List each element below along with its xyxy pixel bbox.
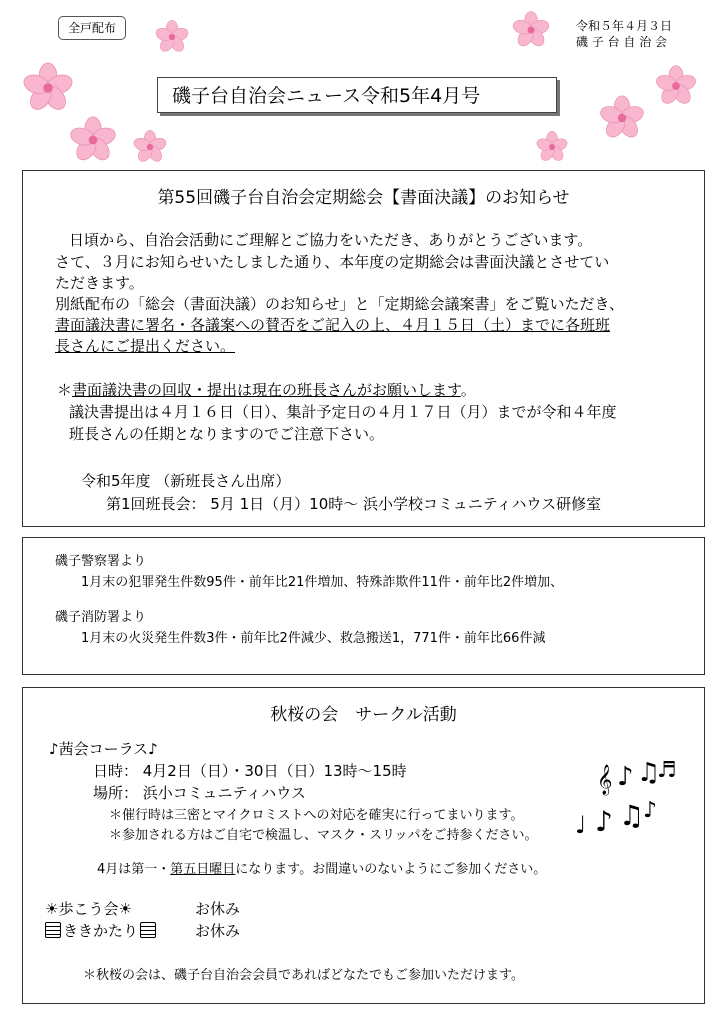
- storytelling-circle-name: ききかたり: [45, 920, 156, 941]
- general-meeting-heading: 第55回磯子台自治会定期総会【書面決議】のお知らせ: [157, 188, 570, 208]
- collection-note-underlined: 書面議決書の回収・提出は現在の班長さんがお願いします: [72, 381, 461, 399]
- membership-note: ＊秋桜の会は、磯子台自治会会員であればどなたでもご参加いただけます。: [83, 968, 524, 983]
- book-icon: [45, 922, 61, 938]
- issue-date: 令和５年４月３日: [575, 19, 672, 33]
- eighth-note-icon: ♪: [617, 762, 634, 792]
- sakura-icon: [654, 66, 697, 107]
- walking-circle-status: お休み: [195, 900, 241, 918]
- beamed-notes-icon: ♬: [657, 758, 677, 783]
- chorus-note: ＊参加される方はご自宅で検温し、マスク・スリッパをご持参ください。: [109, 828, 538, 843]
- fire-report: 1月末の火災発生件数3件・前年比2件減少、救急搬送1，771件・前年比66件減: [81, 631, 546, 646]
- circle-activities-section: [22, 687, 705, 1004]
- chorus-place: 場所： 浜小コミュニティハウス: [93, 784, 306, 802]
- collection-note-line: 議決書提出は４月１６日（日）、集計予定日の４月１７日（月）までが令和４年度: [69, 403, 617, 421]
- chorus-name: ♪茜会コーラス♪: [49, 740, 158, 758]
- first-leaders-meeting: 第1回班長会： 5月 1日（月）10時～ 浜小学校コミュニティハウス研修室: [106, 495, 602, 513]
- fifth-sunday-underlined: 第五日曜日: [170, 862, 236, 877]
- distribution-tag: 全戸配布: [58, 16, 126, 40]
- note-end: 。: [460, 381, 476, 399]
- safety-report-section: [22, 537, 705, 675]
- greeting-paragraph: 日頃から、自治会活動にご理解とご協力をいただき、ありがとうございます。: [69, 231, 593, 249]
- instruction-paragraph-line: 別紙配布の「総会（書面決議）のお知らせ」と「定期総会議案書」をご覧いただき、: [55, 295, 624, 313]
- sakura-icon: [598, 96, 645, 141]
- collection-note-line: 班長さんの任期となりますのでご注意下さい。: [69, 425, 385, 443]
- deadline-instruction-line: 長さんにご提出ください。: [55, 337, 236, 355]
- sakura-icon: [132, 130, 167, 164]
- beamed-notes-icon: ♫: [619, 799, 645, 832]
- police-report: 1月末の犯罪発生件数95件・前年比21件増加、特殊詐欺件11件・前年比2件増加、: [81, 575, 564, 590]
- beamed-notes-icon: ♫: [637, 758, 661, 788]
- general-meeting-section: [22, 170, 705, 527]
- sakura-icon: [535, 131, 568, 163]
- april-schedule-note: 4月は第一・第五日曜日になります。お間違いのないようにご参加ください。: [97, 862, 547, 877]
- collection-note: [57, 379, 476, 400]
- storytelling-circle-status: お休み: [195, 922, 241, 940]
- police-label: 磯子警察署より: [55, 554, 147, 569]
- notice-paragraph-line: さて、３月にお知らせいたしました通り、本年度の定期総会は書面決議とさせてい: [55, 253, 610, 271]
- walking-circle-name: ☀歩こう会☀: [45, 900, 132, 918]
- sakura-icon: [154, 20, 189, 54]
- notice-paragraph-line: ただきます。: [55, 274, 144, 292]
- fire-label: 磯子消防署より: [55, 610, 147, 625]
- book-icon: [140, 922, 156, 938]
- newsletter-title: 磯子台自治会ニュース令和5年4月号: [157, 77, 557, 113]
- eighth-note-icon: ♪: [643, 798, 658, 823]
- chorus-note: ＊催行時は三密とマイクロミストへの対応を確実に行ってまいります。: [109, 808, 524, 823]
- eighth-note-icon: ♪: [595, 805, 613, 838]
- sakura-icon: [511, 12, 550, 49]
- deadline-instruction-line: 書面議決書に署名・各議案への賛否をご記入の上、４月１５日（土）までに各班班: [55, 316, 611, 334]
- quarter-note-icon: ♩: [575, 811, 587, 839]
- music-notes-icon: [575, 755, 695, 845]
- treble-clef-icon: 𝄞: [597, 765, 613, 795]
- chorus-schedule: 日時： 4月2日（日）・30日（日）13時～15時: [93, 762, 407, 780]
- sakura-icon: [68, 117, 117, 164]
- issuer: 磯 子 台 自 治 会: [575, 35, 668, 49]
- note-star: ＊: [57, 381, 73, 399]
- new-leaders-label: 令和5年度 （新班長さん出席）: [81, 472, 291, 490]
- sakura-icon: [22, 63, 75, 113]
- circle-activities-heading: 秋桜の会 サークル活動: [270, 705, 457, 725]
